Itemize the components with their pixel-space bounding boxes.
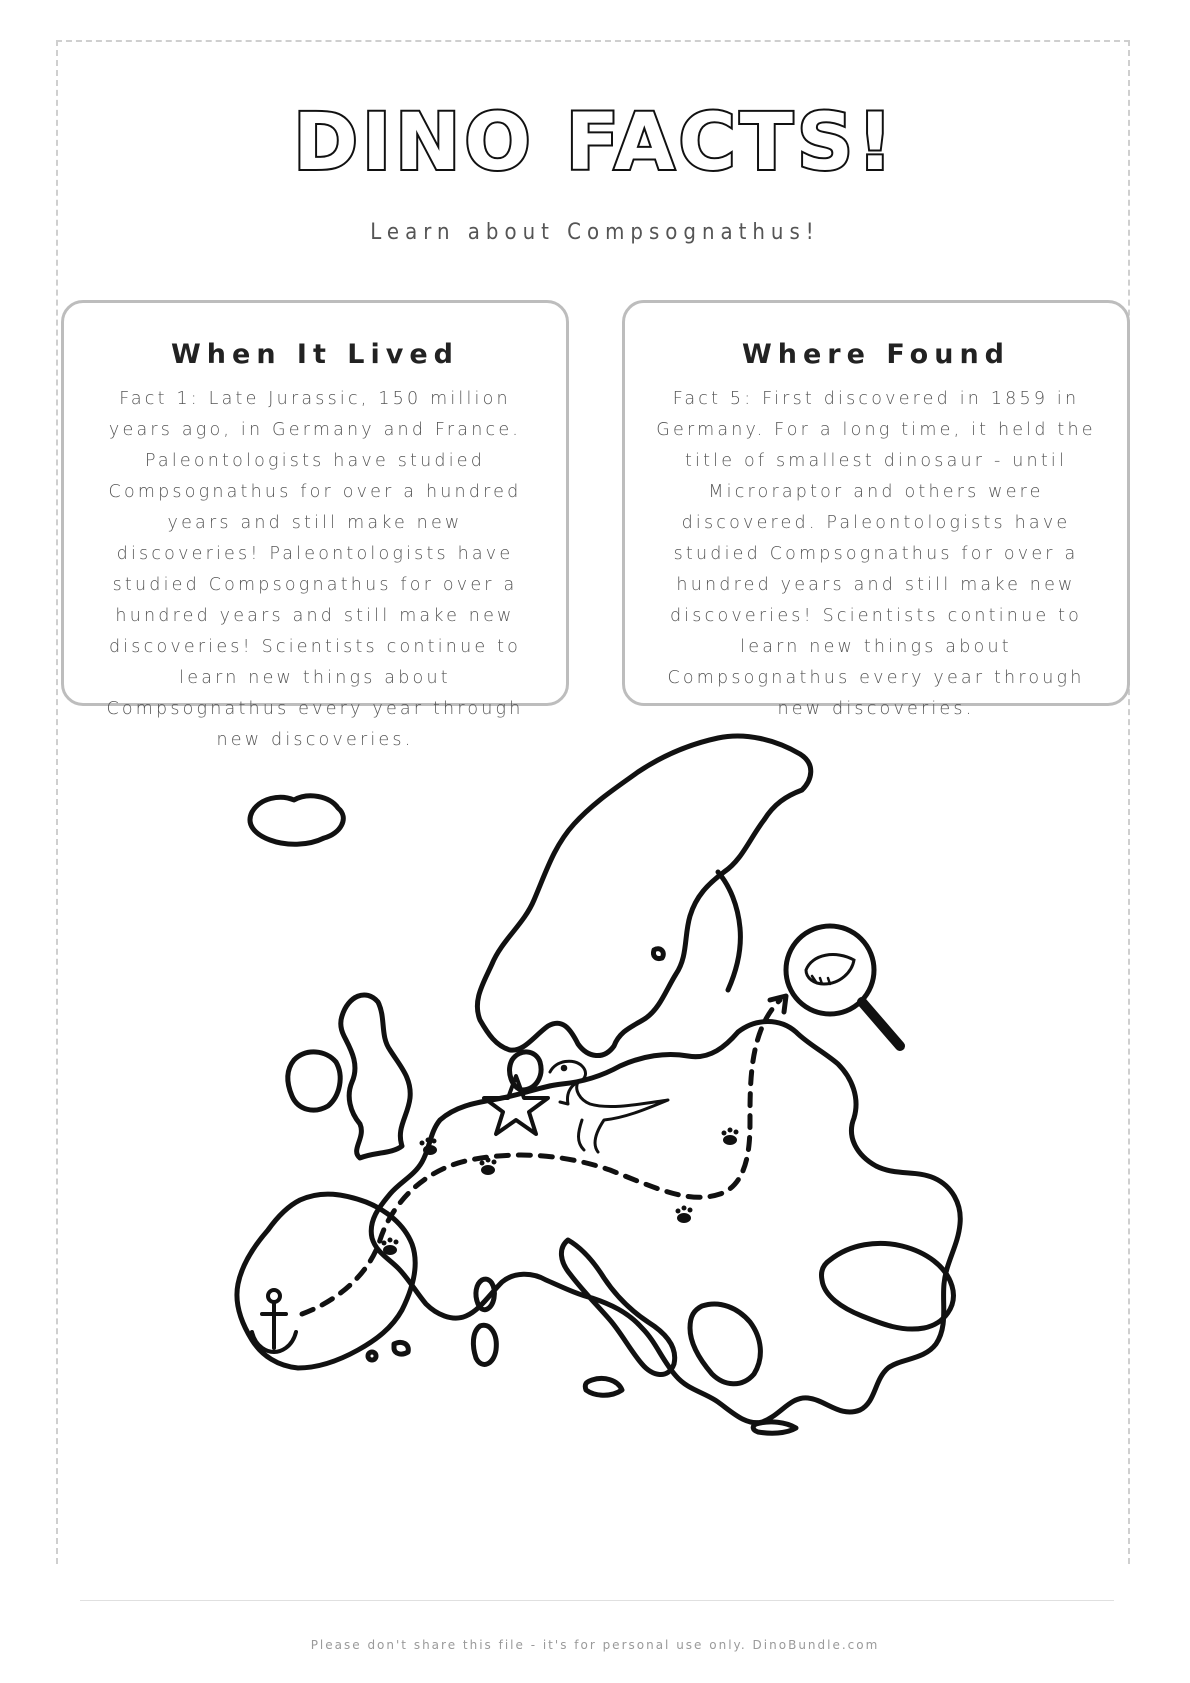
- balearic-island: [394, 1342, 408, 1354]
- footer-divider: [80, 1600, 1114, 1601]
- sicily-outline: [585, 1378, 622, 1395]
- fact-card-where-found: [622, 300, 1130, 719]
- fact-card-when-it-lived: [61, 300, 569, 750]
- card-heading: When It Lived: [171, 339, 459, 370]
- balearic-island: [368, 1352, 376, 1360]
- finland-outline: [718, 872, 740, 990]
- black-sea-outline: [821, 1243, 953, 1329]
- ireland-outline: [288, 1052, 340, 1110]
- great-britain-outline: [341, 995, 411, 1158]
- card-text: Fact 5: First discovered in 1859 in Germany. For a long time, it held the title of smallest dinosaur - until Microraptor and others were discovered. Paleontologists have studied Compsognathus for over a hundred years and still make new discoveries! Scientists continue to learn new things about Compsognathus every year through new discoveries.: [656, 389, 1096, 719]
- dinosaur-icon: [550, 1061, 668, 1152]
- iceland-outline: [250, 796, 343, 844]
- balkans-outline: [690, 1304, 760, 1384]
- card-heading: Where Found: [741, 339, 1010, 370]
- scandinavia-outline: [477, 736, 810, 1056]
- europe-map: [190, 700, 1050, 1560]
- magnifier-icon: [786, 926, 900, 1046]
- sardinia-outline: [473, 1325, 496, 1364]
- page-title: DINO FACTS!: [293, 98, 897, 188]
- footprint-icon: [382, 1128, 739, 1256]
- crete-outline: [753, 1422, 796, 1433]
- footer-notice: Please don't share this file - it's for personal use only. DinoBundle.com: [310, 1638, 880, 1652]
- baltic-island: [653, 949, 663, 959]
- card-text: Fact 1: Late Jurassic, 150 million years ago, in Germany and France. Paleontologists have studied Compsognathus for over a hundred years and still make new discoveries! Paleontologists have studied Compsognathus for over a hundred years and still make new discoveries! Scientists continue to learn new things about Compsognathus every year through new discoveries.: [106, 389, 524, 750]
- page-subtitle: Learn about Compsognathus!: [370, 220, 820, 245]
- anchor-icon: [252, 1290, 296, 1352]
- mainland-europe-outline: [371, 1022, 960, 1423]
- route-dashed-line: [302, 1000, 780, 1314]
